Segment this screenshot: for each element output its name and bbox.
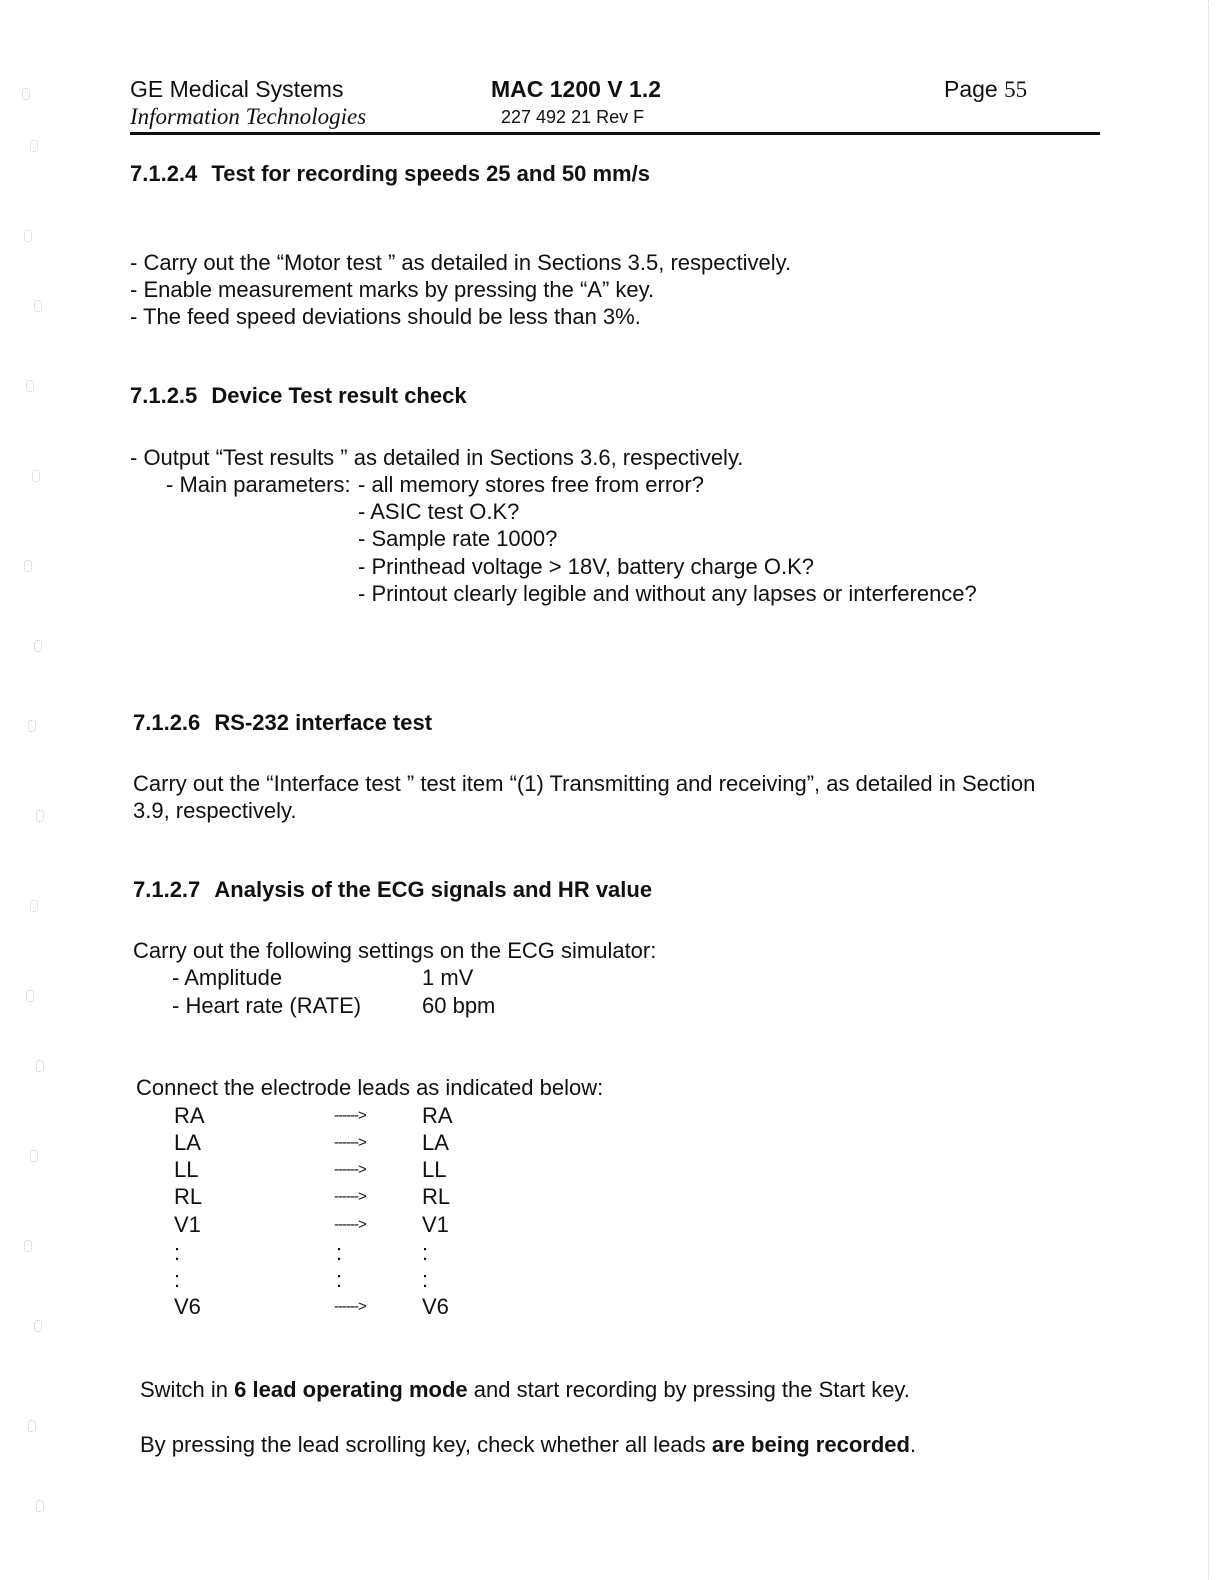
header-page [944, 76, 1027, 103]
scroll-post: . [909, 1432, 917, 1457]
section-title: Test for recording speeds 25 and 50 mm/s [211, 161, 650, 186]
page-label: Page [944, 76, 998, 102]
lead-to: V1 [422, 1212, 449, 1237]
lead-from: : [174, 1240, 181, 1265]
settings-intro: Carry out the following settings on the ECG simulator: [133, 938, 657, 963]
setting-name: - Amplitude [172, 965, 283, 990]
lead-from: : [174, 1267, 181, 1292]
param-item: - all memory stores free from error? [358, 472, 704, 497]
lead-arrow: : [336, 1267, 343, 1292]
setting-value: 1 mV [422, 965, 474, 990]
lead-to: LL [422, 1157, 447, 1182]
section-title: Analysis of the ECG signals and HR value [214, 877, 653, 902]
setting-name: - Heart rate (RATE) [172, 993, 362, 1018]
section-heading-7126 [133, 710, 432, 736]
interface-test-para-line2: 3.9, respectively. [133, 798, 297, 823]
section-heading-7125 [130, 383, 467, 409]
lead-arrow: ------> [334, 1134, 366, 1151]
interface-test-para-line1: Carry out the “Interface test ” test item “(1) Transmitting and receiving”, as detailed in Section [133, 771, 1036, 796]
lead-arrow: ------> [334, 1107, 366, 1124]
lead-from: RA [174, 1103, 205, 1128]
main-parameters-label: - Main parameters: [166, 472, 351, 497]
switch-pre: Switch in [140, 1377, 235, 1402]
lead-arrow: ------> [334, 1298, 366, 1315]
list-item: - The feed speed deviations should be less than 3%. [130, 304, 641, 329]
lead-arrow: ------> [334, 1188, 366, 1205]
lead-from: LL [174, 1157, 199, 1182]
scan-edge-right [1208, 0, 1211, 1580]
lead-to: : [422, 1240, 429, 1265]
lead-to: : [422, 1267, 429, 1292]
lead-from: V1 [174, 1212, 201, 1237]
lead-scroll-instruction [140, 1432, 916, 1458]
scroll-bold: are being recorded [711, 1432, 910, 1457]
section-number: 7.1.2.7 [133, 877, 201, 902]
section-number: 7.1.2.4 [130, 161, 198, 186]
header-model: MAC 1200 V 1.2 [491, 76, 662, 102]
lead-to: RL [422, 1184, 451, 1209]
page-number: 55 [1004, 77, 1028, 102]
section-heading-7127 [133, 877, 652, 903]
section-heading-7124 [130, 161, 650, 187]
section-number: 7.1.2.5 [130, 383, 198, 408]
lead-to: LA [422, 1130, 449, 1155]
param-item: - Printhead voltage > 18V, battery charge O.K? [358, 554, 814, 579]
setting-value: 60 bpm [422, 993, 496, 1018]
section-title: Device Test result check [211, 383, 467, 408]
switch-mode-instruction [140, 1377, 910, 1403]
header-doc-number: 227 492 21 Rev F [501, 107, 645, 127]
param-item: - Sample rate 1000? [358, 526, 558, 551]
header-company: GE Medical Systems [130, 76, 344, 102]
switch-post: and start recording by pressing the Start key. [467, 1377, 910, 1402]
header-division: Information Technologies [130, 104, 367, 129]
output-test-results-line: - Output “Test results ” as detailed in Sections 3.6, respectively. [130, 445, 744, 470]
lead-from: RL [174, 1184, 203, 1209]
param-item: - ASIC test O.K? [358, 499, 520, 524]
connect-intro: Connect the electrode leads as indicated below: [136, 1075, 604, 1100]
param-item: - Printout clearly legible and without any lapses or interference? [358, 581, 977, 606]
lead-from: V6 [174, 1294, 201, 1319]
list-item: - Carry out the “Motor test ” as detailed in Sections 3.5, respectively. [130, 250, 792, 275]
lead-arrow: ------> [334, 1161, 366, 1178]
section-number: 7.1.2.6 [133, 710, 201, 735]
switch-bold: 6 lead operating mode [234, 1377, 468, 1402]
header-rule [130, 132, 1100, 135]
lead-to: RA [422, 1103, 453, 1128]
lead-arrow: : [336, 1240, 343, 1265]
lead-to: V6 [422, 1294, 449, 1319]
list-item: - Enable measurement marks by pressing the “A” key. [130, 277, 655, 302]
scan-edge-left [0, 0, 60, 1580]
lead-arrow: ------> [334, 1216, 366, 1233]
lead-from: LA [174, 1130, 201, 1155]
scroll-pre: By pressing the lead scrolling key, check whether all leads [140, 1432, 712, 1457]
section-title: RS-232 interface test [214, 710, 433, 735]
